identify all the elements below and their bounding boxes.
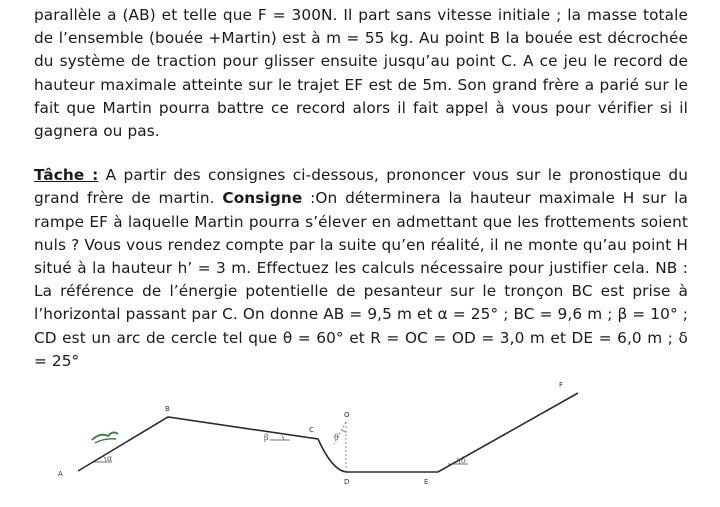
theta-arc <box>342 430 346 432</box>
alpha-arc <box>103 456 106 462</box>
point-b-label: B <box>165 405 170 413</box>
intro-paragraph: parallèle a (AB) et telle que F = 300N. Il part sans vitesse initiale ; la masse totale de l’ensemble (bouée +Martin) est à m = 55 kg. Au point B la bouée est décrochée du système de traction pour glisser ensuite jusqu’au point C. A ce jeu le record de hauteur maximale atteinte sur le trajet EF est de 5m. Son grand frère a parié sur le fait que Martin pourra battre ce record alors il fait appel à vous pour vérifier si il gagnera ou pas. <box>34 6 688 141</box>
point-f-label: F <box>559 381 564 389</box>
beta-label: β <box>264 433 269 442</box>
track-figure <box>0 372 720 507</box>
theta-label: θ <box>334 433 339 442</box>
consigne-label: Consigne <box>222 189 303 208</box>
task-paragraph <box>34 164 688 373</box>
consigne-text: :On déterminera la hauteur maximale H sur la rampe EF à laquelle Martin pourra s’élever en admettant que les frottements soient nuls ? Vous vous rendez compte par la suite qu’en réalité, il ne monte qu’au point H situé à la hauteur h’ = 3 m. Effectuez les calculs nécessaire pour justifier cela. NB : La référence de l’énergie potentielle de pesanteur sur le tronçon BC est prise à l’horizontal passant par C. On donne AB = 9,5 m et α = 25° ; BC = 9,6 m ; β = 10° ; CD est un arc de cercle tel que θ = 60° et R = OC = OD = 3,0 m et DE = 6,0 m ; δ = 25° <box>34 189 688 370</box>
point-d-label: D <box>344 478 350 486</box>
martin-figure-icon <box>92 432 118 443</box>
point-c-label: C <box>309 426 314 434</box>
point-a-label: A <box>58 470 63 478</box>
track-diagram <box>0 372 720 507</box>
delta-label: δ <box>461 456 466 465</box>
point-e-label: E <box>424 478 429 486</box>
track-path <box>78 393 578 472</box>
task-text: A partir des consignes ci-dessous, prononcer vous sur le pronostique du grand frère de martin. <box>34 166 688 208</box>
beta-arc <box>282 436 283 440</box>
document-page <box>34 4 688 373</box>
alpha-label: α <box>107 454 113 463</box>
point-o-label: O <box>344 411 350 419</box>
task-label: Tâche : <box>34 166 99 185</box>
